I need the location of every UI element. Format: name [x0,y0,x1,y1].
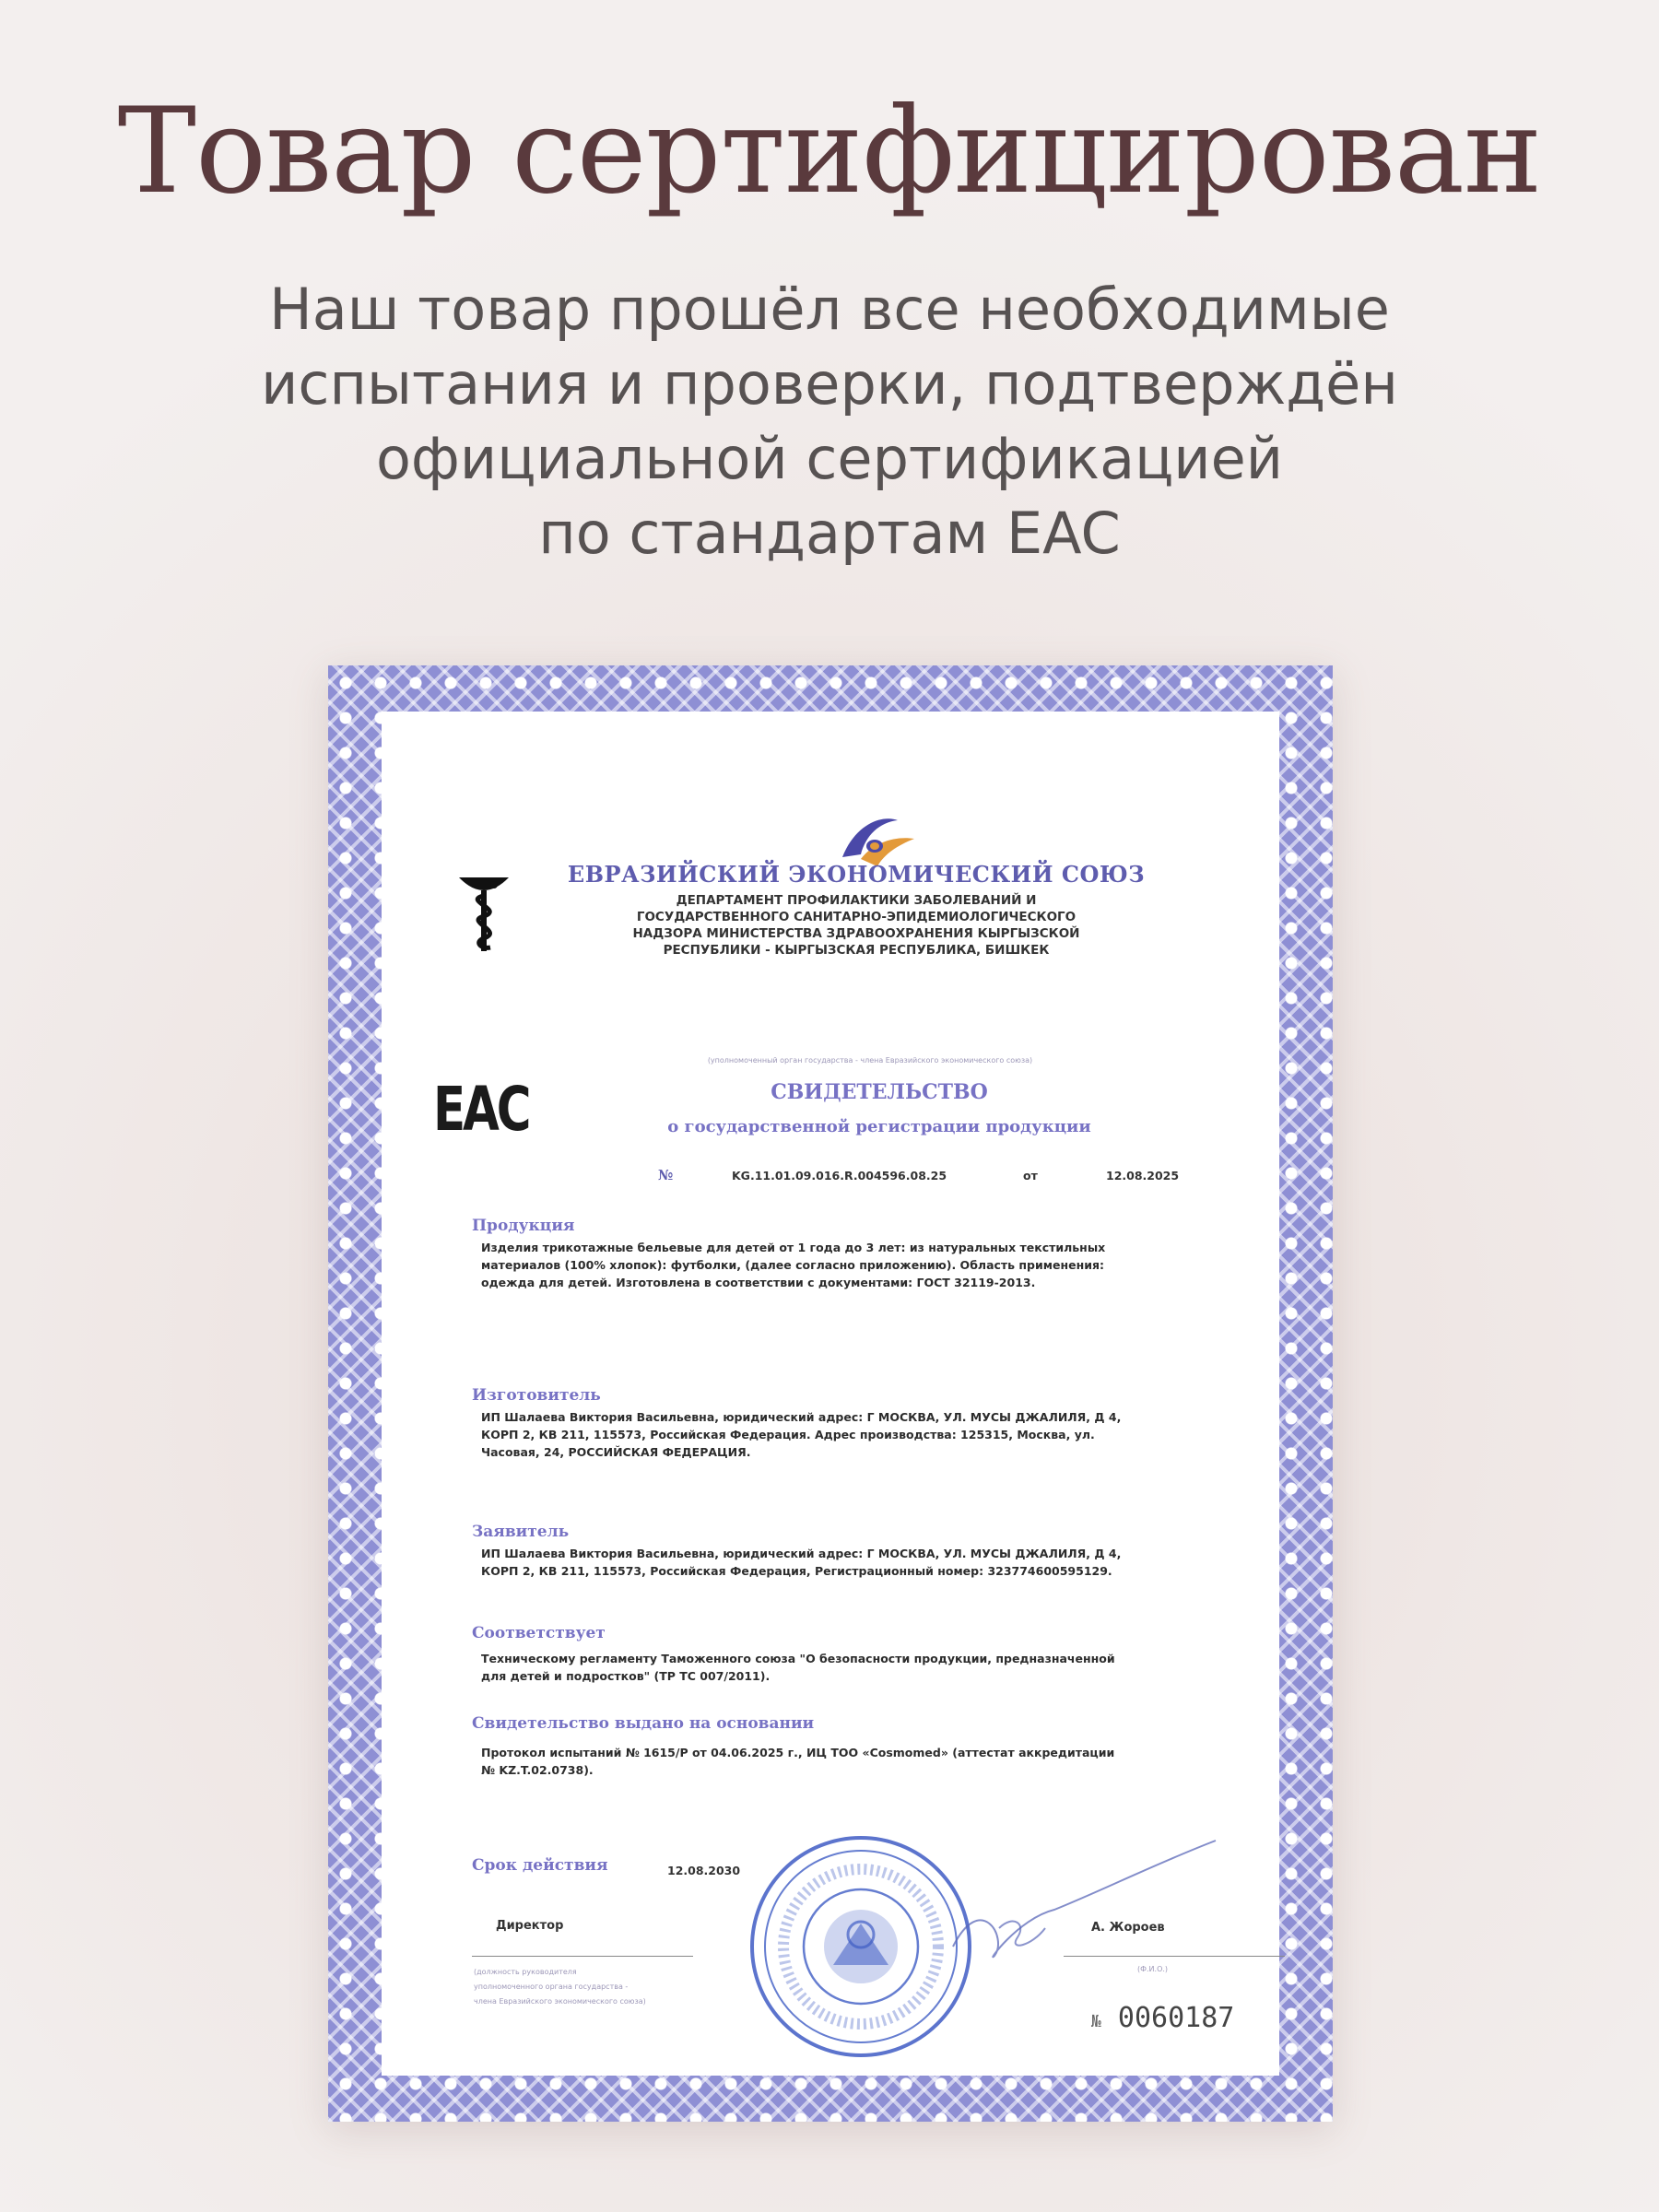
section-heading-basis: Свидетельство выдано на основании [472,1714,815,1733]
director-sign-line [472,1956,693,1957]
org-department-line: ГОСУДАРСТВЕННОГО САНИТАРНО-ЭПИДЕМИОЛОГИЧЕСКОГО [636,910,1077,924]
section-line: материалов (100% хлопок): футболки, (далее согласно приложению). Область применения: [481,1258,1104,1272]
section-body-basis [481,1744,1246,1779]
document-subtitle: о государственной регистрации продукции [667,1117,1091,1136]
director-label: Директор [496,1919,564,1933]
section-line: Изделия трикотажные бельевые для детей от 1 года до 3 лет: из натуральных текстильных [481,1241,1106,1254]
validity-date: 12.08.2030 [667,1864,741,1877]
subtitle-line: Наш товар прошёл все необходимые [269,276,1390,343]
serial-number [1091,2002,1234,2034]
org-department-line: НАДЗОРА МИНИСТЕРСТВА ЗДРАВООХРАНЕНИЯ КЫРГЫЗСКОЙ [632,926,1080,941]
caption-line: (должность руководителя [474,1968,577,1976]
registration-from-label: от [1023,1169,1038,1182]
caduceus-icon [453,859,514,960]
section-line: Протокол испытаний № 1615/Р от 04.06.2025 г., ИЦ ТОО «Cosmomed» (аттестат аккредитации [481,1746,1115,1759]
eac-mark: EAC [433,1074,529,1145]
section-heading-conforms: Соответствует [472,1624,606,1642]
signer-name: А. Жороев [1091,1921,1165,1935]
section-heading-product: Продукция [472,1217,575,1235]
org-department [538,892,1174,959]
page-subtitle [0,272,1659,571]
section-line: Часовая, 24, РОССИЙСКАЯ ФЕДЕРАЦИЯ. [481,1445,751,1459]
subtitle-line: по стандартам EAC [538,500,1121,567]
section-body-manufacturer [481,1408,1246,1461]
section-line: ИП Шалаева Виктория Васильевна, юридический адрес: Г МОСКВА, УЛ. МУСЫ ДЖАЛИЛЯ, Д 4, [481,1547,1122,1560]
certificate-body [382,712,1279,2076]
section-body-product [481,1239,1246,1291]
document-title: СВИДЕТЕЛЬСТВО [771,1080,988,1104]
org-name: ЕВРАЗИЙСКИЙ ЭКОНОМИЧЕСКИЙ СОЮЗ [567,861,1146,888]
org-department-line: ДЕПАРТАМЕНТ ПРОФИЛАКТИКИ ЗАБОЛЕВАНИЙ И [676,893,1037,908]
official-stamp [746,1831,976,2062]
certificate-image [328,665,1333,2122]
section-heading-applicant: Заявитель [472,1523,570,1541]
handwritten-signature [944,1836,1220,1965]
section-line: КОРП 2, КВ 211, 115573, Российская Федерация, Регистрационный номер: 323774600595129. [481,1564,1112,1578]
section-line: ИП Шалаева Виктория Васильевна, юридический адрес: Г МОСКВА, УЛ. МУСЫ ДЖАЛИЛЯ, Д 4, [481,1410,1122,1424]
org-department-line: РЕСПУБЛИКИ - КЫРГЫЗСКАЯ РЕСПУБЛИКА, БИШКЕК [663,943,1050,958]
number-sign: № [658,1167,674,1183]
subtitle-line: испытания и проверки, подтверждён [261,350,1398,418]
signer-caption: (Ф.И.О.) [1137,1965,1169,1973]
caption-line: члена Евразийского экономического союза) [474,1997,646,2006]
section-line: № KZ.T.02.0738). [481,1763,594,1777]
director-caption [474,1965,713,2009]
registration-number: KG.11.01.09.016.R.004596.08.25 [732,1169,947,1182]
section-body-conforms [481,1650,1246,1685]
signer-sign-line [1064,1956,1285,1957]
page-title: Товар сертифицирован [117,83,1542,220]
serial-number-sign: № [1091,2012,1101,2031]
section-line: для детей и подростков" (ТР ТС 007/2011). [481,1669,771,1683]
section-line: одежда для детей. Изготовлена в соответствии с документами: ГОСТ 32119-2013. [481,1276,1036,1289]
section-heading-manufacturer: Изготовитель [472,1386,601,1405]
serial-number-value: 0060187 [1117,2002,1235,2034]
validity-label: Срок действия [472,1856,608,1875]
caption-line: уполномоченного органа государства - [474,1983,629,1991]
section-line: Техническому регламенту Таможенного союза "О безопасности продукции, предназначенной [481,1652,1115,1665]
subtitle-line: официальной сертификацией [375,425,1284,492]
registration-date: 12.08.2025 [1106,1169,1180,1182]
section-line: КОРП 2, КВ 211, 115573, Российская Федерация. Адрес производства: 125315, Москва, ул. [481,1428,1095,1441]
authority-note: (уполномоченный орган государства - члена Евразийского экономического союза) [707,1056,1033,1065]
section-body-applicant [481,1545,1246,1580]
